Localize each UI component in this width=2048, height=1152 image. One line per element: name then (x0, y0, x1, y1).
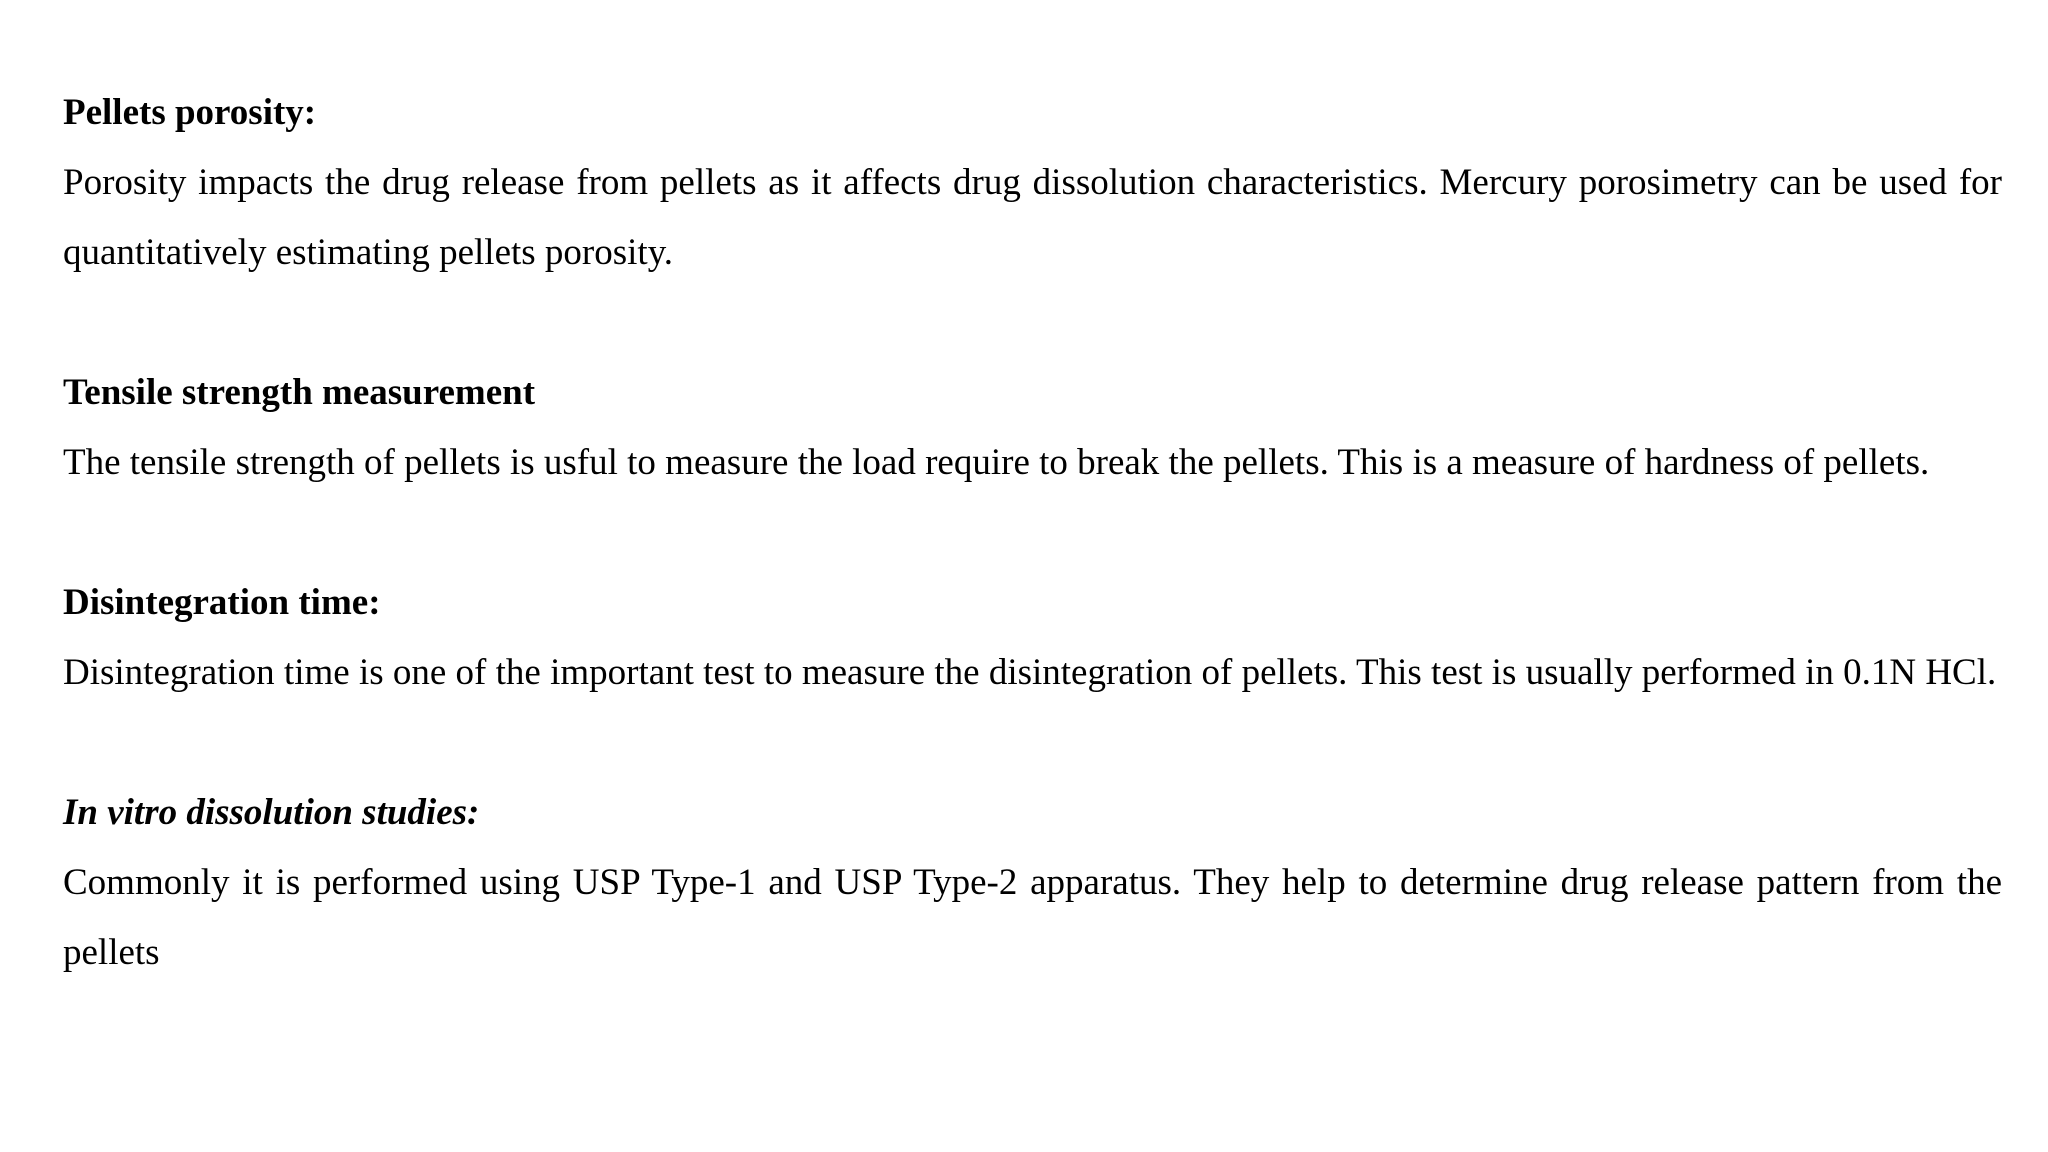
section-heading: Disintegration time: (63, 582, 381, 623)
section-pellets-porosity (63, 78, 2002, 288)
section-body: The tensile strength of pellets is usful to measure the load require to break the pellets. This is a measure of hardness of pellets. (63, 442, 1930, 483)
section-body: Porosity impacts the drug release from pellets as it affects drug dissolution characteristics. Mercury porosimetry can be used for quantitatively estimating pellets porosity. (63, 162, 2002, 273)
section-heading: Tensile strength measurement (63, 372, 536, 413)
section-disintegration-time (63, 568, 2002, 708)
section-body: Commonly it is performed using USP Type-1 and USP Type-2 apparatus. They help to determine drug release pattern from the pellets (63, 862, 2002, 973)
section-in-vitro-dissolution (63, 778, 2002, 988)
section-heading: In vitro dissolution studies: (63, 792, 480, 833)
section-heading: Pellets porosity: (63, 92, 317, 133)
section-body: Disintegration time is one of the important test to measure the disintegration of pellets. This test is usually performed in 0.1N HCl. (63, 652, 1997, 693)
section-tensile-strength (63, 358, 2002, 498)
document-page (63, 78, 2002, 1058)
